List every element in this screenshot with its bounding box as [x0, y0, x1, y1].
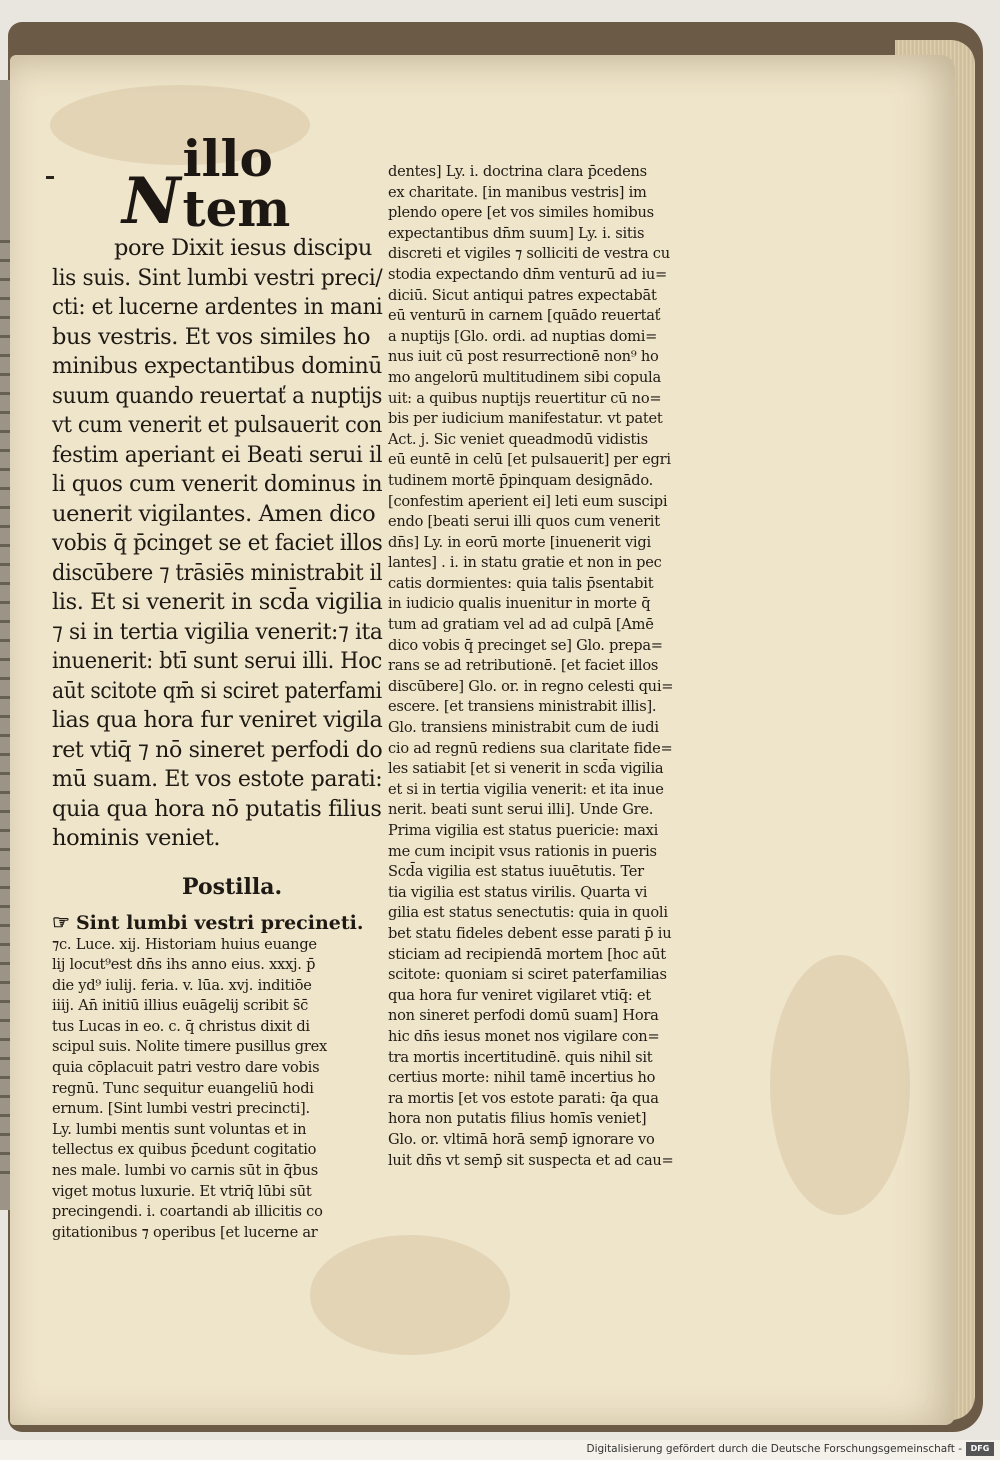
text-line: uit: a quibus nuptijs reuertitur cū no= — [388, 389, 662, 407]
footer-bar — [0, 1440, 1000, 1460]
text-line: lis. Et si venerit in scd̄a vigilia — [52, 589, 383, 615]
text-line: hic dn̄s iesus monet nos vigilare con= — [388, 1027, 660, 1045]
pointing-hand-icon: ☞ — [52, 909, 70, 934]
text-line: regnū. Tunc sequitur euangeliū hodi — [52, 1079, 314, 1097]
text-line: non sineret perfodi domū suam] Hora — [388, 1007, 659, 1025]
text-line: tudinem mortē p̄pinquam designādo. — [388, 471, 654, 489]
text-line: Prima vigilia est status puericie: maxi — [388, 822, 659, 839]
text-line: nus iuit cū post resurrectionē non⁹ ho — [388, 348, 659, 366]
text-line: tra mortis incertitudinē. quis nihil sit — [388, 1048, 653, 1066]
postilla-lemma-text: Sint lumbi vestri precineti. — [75, 911, 364, 934]
text-line: tia vigilia est status virilis. Quarta vi — [388, 883, 648, 901]
text-line: festim aperiant ei Beati serui il — [52, 441, 383, 468]
text-line: discreti et vigiles ⁊ solliciti de vestra cu — [388, 245, 670, 263]
text-line: uenerit vigilantes. Amen dico — [52, 500, 376, 527]
text-line: luit dn̄s vt semp̄ sit suspecta et ad cau= — [388, 1151, 674, 1169]
text-line: ret vtiq̄ ⁊ nō sineret perfodi do — [52, 736, 383, 763]
text-line: lij locut⁹est dn̄s ihs anno eius. xxxj. p̄ — [52, 956, 316, 974]
text-line: gitationibus ⁊ operibus [et lucerne ar — [52, 1223, 318, 1241]
postilla-lemma — [52, 910, 382, 935]
text-line: [confestim aperient ei] leti eum suscipi — [388, 492, 668, 510]
text-line: viget motus luxurie. Et vtriq̄ lūbi sūt — [52, 1182, 312, 1200]
dfg-logo: DFG — [966, 1442, 994, 1456]
text-line: scitote: quoniam si sciret paterfamilias — [388, 966, 667, 984]
text-line: tum ad gratiam vel ad ad culpā [Amē — [388, 616, 654, 634]
text-line: lias qua hora fur veniret vigila — [52, 707, 383, 733]
text-line: rans se ad retributionē. [et faciet illos — [388, 657, 659, 675]
commentary-text — [388, 162, 748, 1171]
text-line: catis dormientes: quia talis p̄sentabit — [388, 574, 654, 592]
text-line: suum quando reuertať a nuptijs — [52, 382, 383, 409]
text-line: endo [beati serui illi quos cum venerit — [388, 513, 660, 531]
text-line: Act. j. Sic veniet queadmodū vidistis — [388, 430, 648, 448]
text-line: Scd̄a vigilia est status iuuētutis. Ter — [388, 863, 644, 881]
text-line: bet statu fideles debent esse parati p̄ iu — [388, 924, 672, 942]
text-line: a nuptijs [Glo. ordi. ad nuptias domi= — [388, 327, 658, 345]
text-line: expectantibus dn̄m suum] Ly. i. sitis — [388, 224, 645, 242]
paper-stain — [770, 955, 910, 1215]
text-line: escere. [et transiens ministrabit illis]. — [388, 698, 657, 716]
text-line: cti: et lucerne ardentes in mani — [52, 294, 383, 320]
postilla-text — [52, 935, 382, 1244]
text-line: quia qua hora nō putatis filius — [52, 795, 382, 822]
text-line: minibus expectantibus dominū — [52, 353, 383, 379]
text-line: eū venturū in carnem [quādo reuertať — [388, 307, 661, 325]
text-line: Glo. transiens ministrabit cum de iudi — [388, 719, 659, 737]
text-line: eū euntē in celū [et pulsauerit] per egri — [388, 451, 671, 469]
text-line: Glo. or. vltimā horā semp̄ ignorare vo — [388, 1130, 655, 1148]
text-line: hora non putatis filius homīs veniet] — [388, 1110, 647, 1128]
text-line: mū suam. Et vos estote parati: — [52, 766, 383, 792]
text-line: pore Dixit iesus discipu — [114, 235, 372, 261]
text-line: stodia expectando dn̄m venturū ad iu= — [388, 265, 667, 283]
text-line: gilia est status senectutis: quia in quoli — [388, 904, 668, 922]
text-line: dico vobis q̄ precinget se] Glo. prepa= — [388, 636, 663, 654]
text-line: ⁊c. Luce. xij. Historiam huius euange — [52, 935, 317, 953]
text-line: nes male. lumbi vo carnis sūt in q̄bus — [52, 1162, 318, 1180]
text-line: iiij. An̄ initiū illius euāgelij scribit s̄c̄ — [52, 997, 309, 1015]
text-line: plendo opere [et vos similes homibus — [388, 204, 654, 222]
opening-line — [122, 129, 382, 239]
text-line: certius morte: nihil tamē incertius ho — [388, 1069, 656, 1087]
text-line: ex charitate. [in manibus vestris] im — [388, 183, 647, 201]
opening-words: illo tem — [182, 129, 291, 238]
gospel-text — [52, 234, 382, 854]
right-text-column — [388, 162, 748, 1171]
text-line: inuenerit: btī sunt serui illi. Hoc — [52, 648, 382, 674]
text-line: vobis q̄ p̄cinget se et faciet illos — [52, 530, 383, 556]
text-line: vt cum venerit et pulsauerit con — [52, 412, 382, 438]
text-line: tus Lucas in eo. c. q̄ christus dixit di — [52, 1017, 310, 1035]
text-line: in iudicio qualis inuenitur in morte q̄ — [388, 595, 651, 613]
text-line: diciū. Sicut antiqui patres expectabāt — [388, 286, 657, 304]
text-line: cio ad regnū rediens sua claritate fide= — [388, 739, 673, 757]
text-line: ⁊ si in tertia vigilia venerit:⁊ ita — [52, 618, 383, 645]
text-line: nerit. beati sunt serui illi]. Unde Gre. — [388, 801, 654, 819]
text-line: tellectus ex quibus p̄cedunt cogitatio — [52, 1141, 317, 1159]
text-line: me cum incipit vsus rationis in pueris — [388, 842, 657, 860]
text-line: et si in tertia vigilia venerit: et ita inue — [388, 780, 664, 798]
decorated-initial: N — [122, 164, 181, 239]
text-line: bis per iudicium manifestatur. vt patet — [388, 410, 663, 428]
text-line: qua hora fur veniret vigilaret vtiq̄: et — [388, 986, 651, 1004]
text-line: lis suis. Sint lumbi vestri preci/ — [52, 264, 383, 291]
left-text-column — [52, 129, 383, 1243]
text-line: precingendi. i. coartandi ab illicitis co — [52, 1203, 323, 1221]
text-line: dentes] Ly. i. doctrina clara p̄cedens — [388, 163, 647, 180]
paper-stain — [310, 1235, 510, 1355]
text-line: les satiabit [et si venerit in scd̄a vigilia — [388, 760, 664, 778]
text-line: lantes] . i. in statu gratie et non in pec — [388, 554, 662, 572]
text-line: ra mortis [et vos estote parati: q̄a qua — [388, 1089, 659, 1107]
postilla-heading: Postilla. — [182, 873, 283, 900]
text-line: discūbere] Glo. or. in regno celesti qui= — [388, 677, 674, 695]
text-line: li quos cum venerit dominus in — [52, 471, 383, 497]
text-line: mo angelorū multitudinem sibi copula — [388, 368, 661, 386]
text-line: Ly. lumbi mentis sunt voluntas et in — [52, 1120, 307, 1138]
text-line: dn̄s] Ly. in eorū morte [inuenerit vigi — [388, 533, 651, 551]
text-line: bus vestris. Et vos similes ho — [52, 323, 371, 350]
text-line: sticiam ad recipiendā mortem [hoc aūt — [388, 945, 666, 963]
funding-notice: Digitalisierung gefördert durch die Deutsche Forschungsgemeinschaft - — [586, 1443, 962, 1455]
text-line: ernum. [Sint lumbi vestri precincti]. — [52, 1100, 310, 1118]
text-line: quia cōplacuit patri vestro dare vobis — [52, 1059, 320, 1077]
text-line: die yd⁹ iulij. feria. v. lūa. xvj. inditiōe — [52, 976, 312, 994]
text-line: discūbere ⁊ trāsiēs ministrabit il — [52, 559, 383, 586]
text-line: aūt scitote qm̄ si sciret paterfami — [52, 677, 382, 704]
text-line: hominis veniet. — [52, 825, 221, 851]
text-line: scipul suis. Nolite timere pusillus grex — [52, 1038, 327, 1056]
